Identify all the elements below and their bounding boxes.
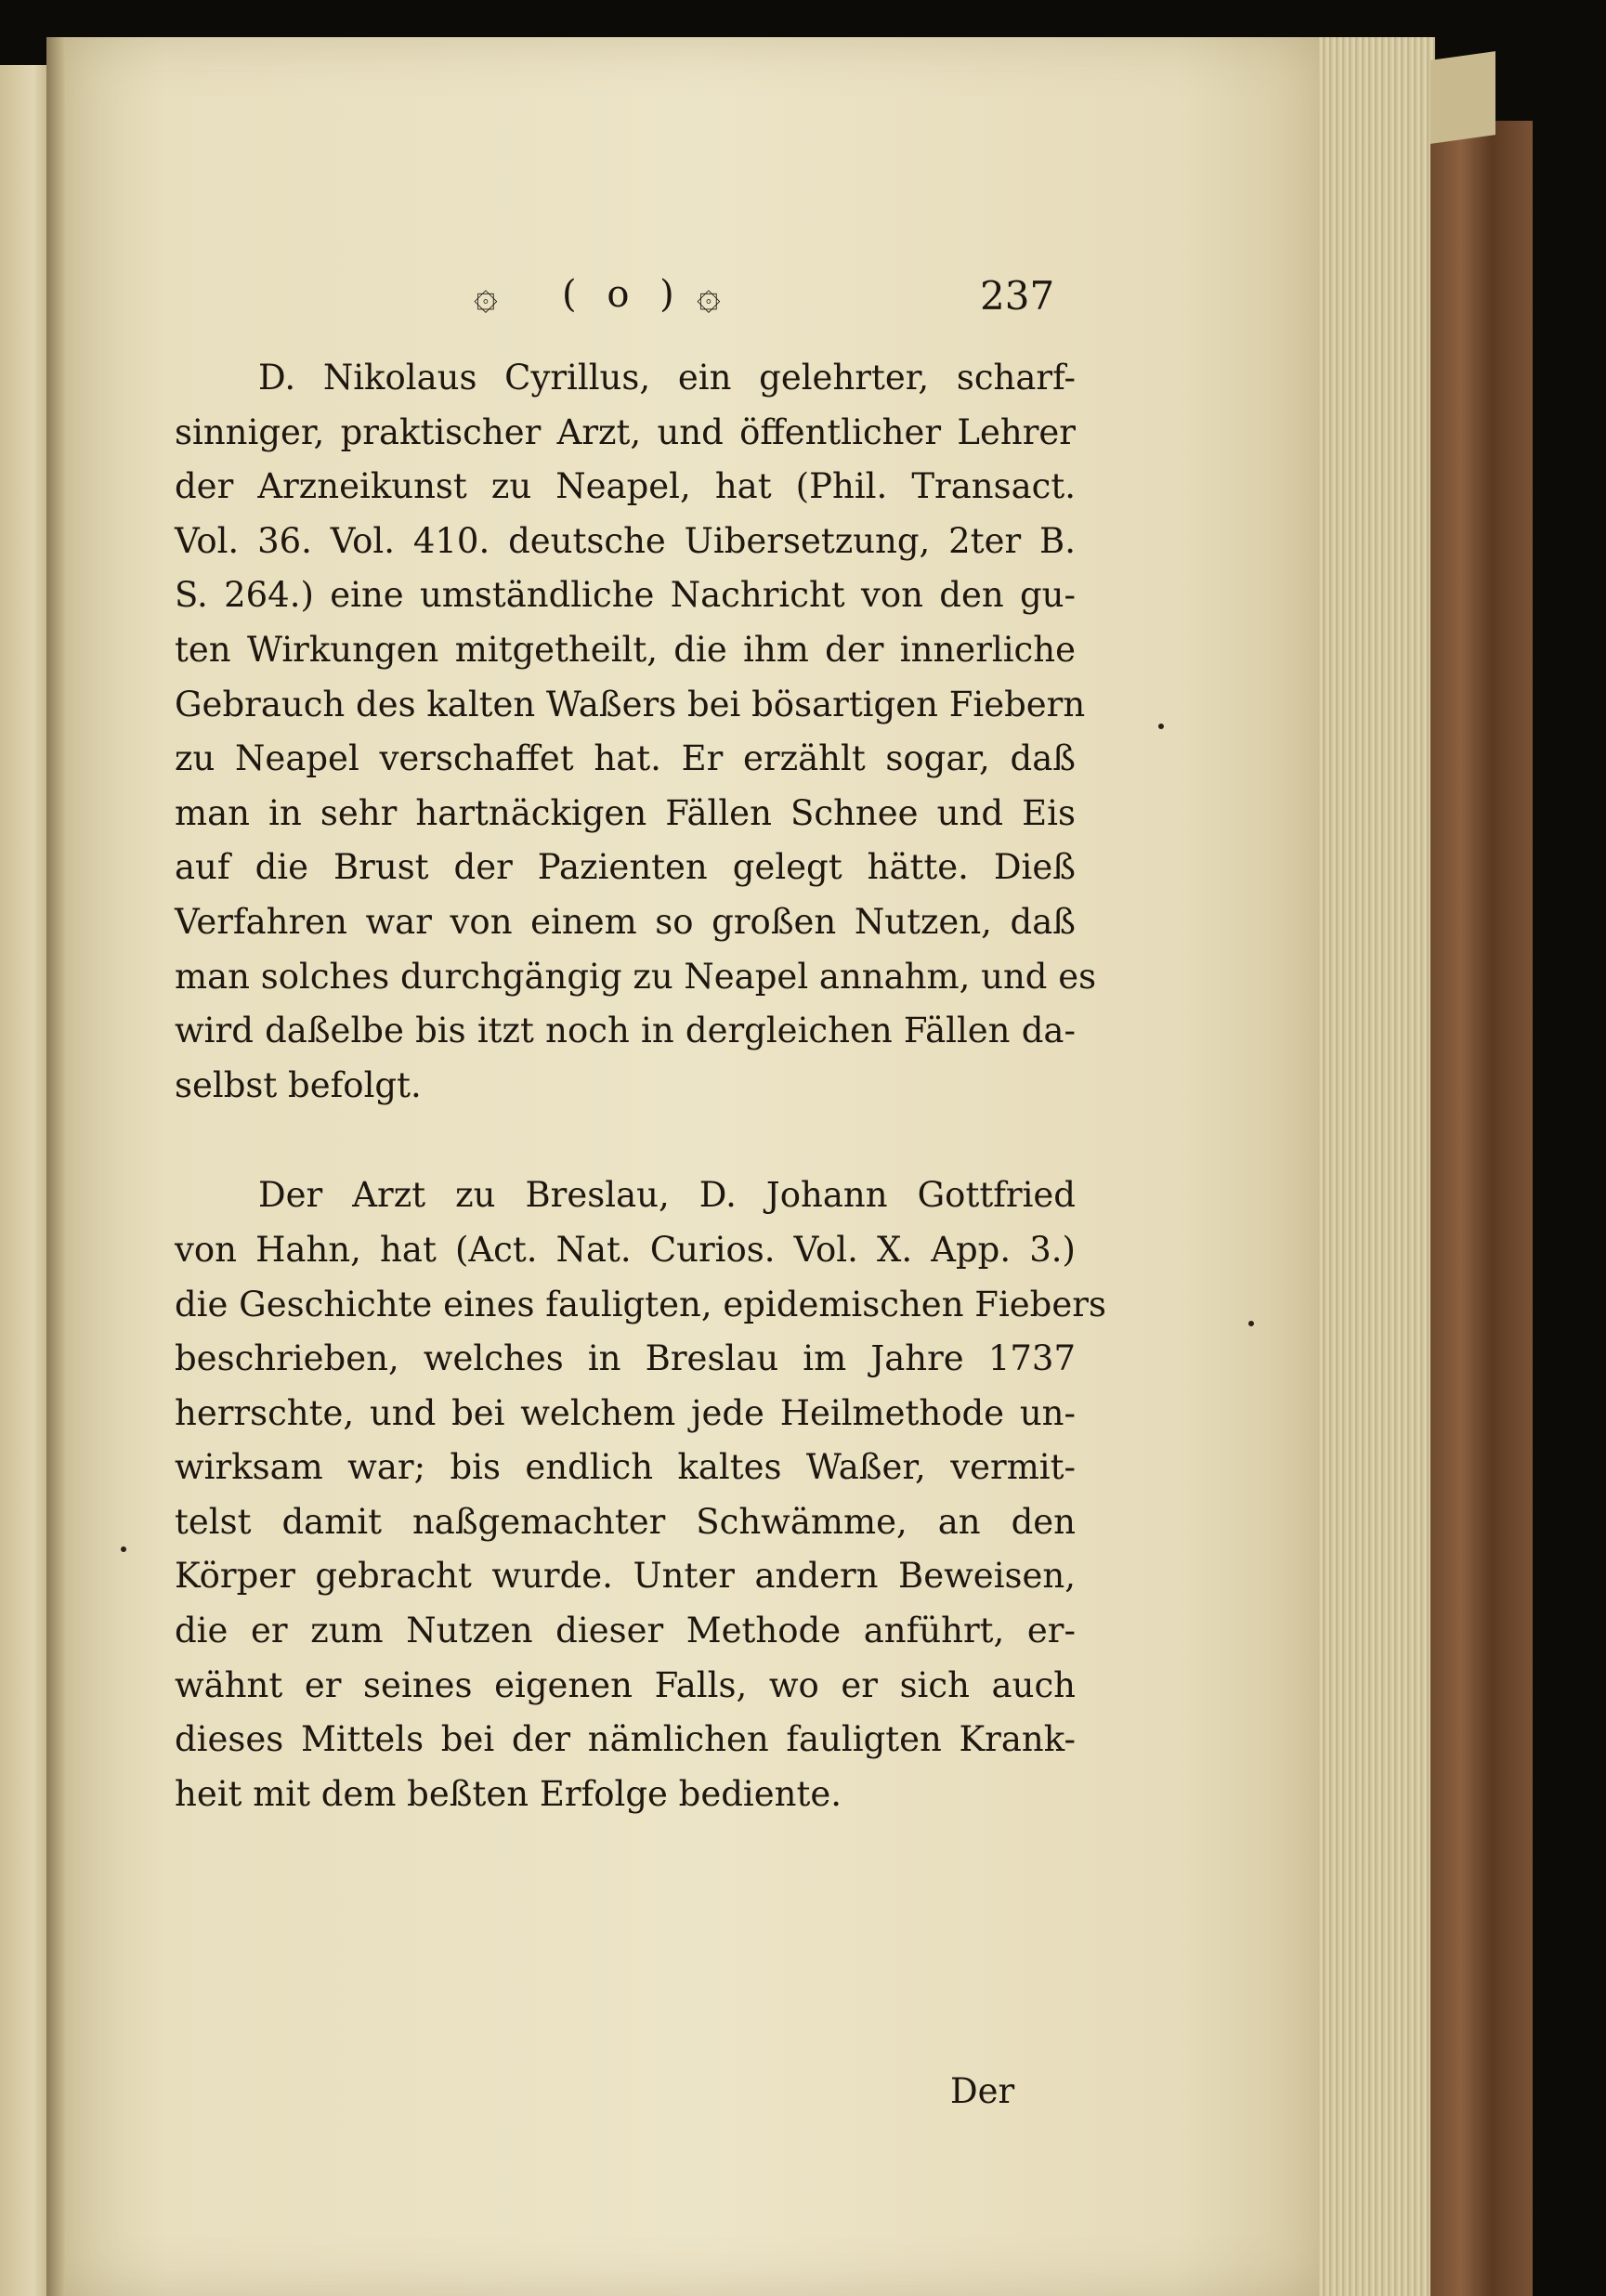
text-line: sinniger, praktischer Arzt, und öffentlicher Lehrer — [175, 411, 1076, 452]
text-line: heit mit dem beßten Erfolge bediente. — [175, 1773, 842, 1814]
text-line: von Hahn, hat (Act. Nat. Curios. Vol. X. App. 3.) — [175, 1229, 1076, 1270]
text-line: zu Neapel verschaffet hat. Er erzählt sogar, daß — [175, 738, 1076, 779]
text-line: die Geschichte eines fauligten, epidemischen Fiebers — [175, 1284, 1106, 1324]
text-line: wähnt er seines eigenen Falls, wo er sich auch — [175, 1664, 1076, 1705]
ornament-right-icon: ۞ — [697, 271, 721, 319]
text-line: wirksam war; bis endlich kaltes Waßer, vermit- — [175, 1447, 1076, 1488]
text-line: man in sehr hartnäckigen Fällen Schnee und Eis — [175, 792, 1076, 833]
ink-speck — [121, 1546, 126, 1552]
text-line: herrschte, und bei welchem jede Heilmethode un- — [175, 1392, 1076, 1433]
catchword: Der — [950, 2071, 1015, 2111]
text-line: Der Arzt zu Breslau, D. Johann Gottfried — [258, 1175, 1076, 1216]
cover-corner — [1430, 51, 1495, 144]
text-line: Verfahren war von einem so großen Nutzen, daß — [175, 901, 1076, 942]
ink-speck — [1158, 724, 1164, 729]
text-line: Gebrauch des kalten Waßers bei bösartigen Fiebern — [175, 684, 1086, 724]
text-line: Körper gebracht wurde. Unter andern Beweisen, — [175, 1556, 1076, 1597]
text-line: telst damit naßgemachter Schwämme, an den — [175, 1501, 1076, 1542]
ornament-left-icon: ۞ — [474, 271, 498, 319]
page-body — [175, 351, 1106, 1821]
text-line: beschrieben, welches in Breslau im Jahre 1737 — [175, 1338, 1076, 1379]
text-line: Vol. 36. Vol. 410. deutsche Uibersetzung, 2ter B. — [175, 520, 1076, 561]
header-center: ( o ) — [562, 273, 684, 316]
running-header — [474, 271, 1087, 327]
text-line: D. Nikolaus Cyrillus, ein gelehrter, scharf- — [258, 358, 1076, 398]
text-line: die er zum Nutzen dieser Methode anführt, er- — [175, 1611, 1076, 1651]
text-line: man solches durchgängig zu Neapel annahm, und es — [175, 956, 1097, 997]
paragraph-gap — [175, 1113, 1076, 1168]
paragraph-1 — [175, 351, 1097, 1113]
ink-speck — [1248, 1321, 1254, 1326]
text-line: selbst befolgt. — [175, 1064, 422, 1105]
text-line: dieses Mittels bei der nämlichen fauligten Krank- — [175, 1719, 1076, 1760]
text-line: S. 264.) eine umständliche Nachricht von den gu- — [175, 575, 1076, 616]
book-cover — [1430, 121, 1533, 2296]
text-line: auf die Brust der Pazienten gelegt hätte. Dieß — [175, 847, 1076, 888]
text-line: der Arzneikunst zu Neapel, hat (Phil. Transact. — [175, 466, 1076, 507]
text-line: ten Wirkungen mitgetheilt, die ihm der innerliche — [175, 629, 1076, 670]
page-edges — [1319, 37, 1435, 2296]
paragraph-2 — [175, 1168, 1106, 1821]
text-line: wird daßelbe bis itzt noch in dergleichen Fällen da- — [175, 1011, 1076, 1051]
page-number: 237 — [980, 273, 1055, 319]
